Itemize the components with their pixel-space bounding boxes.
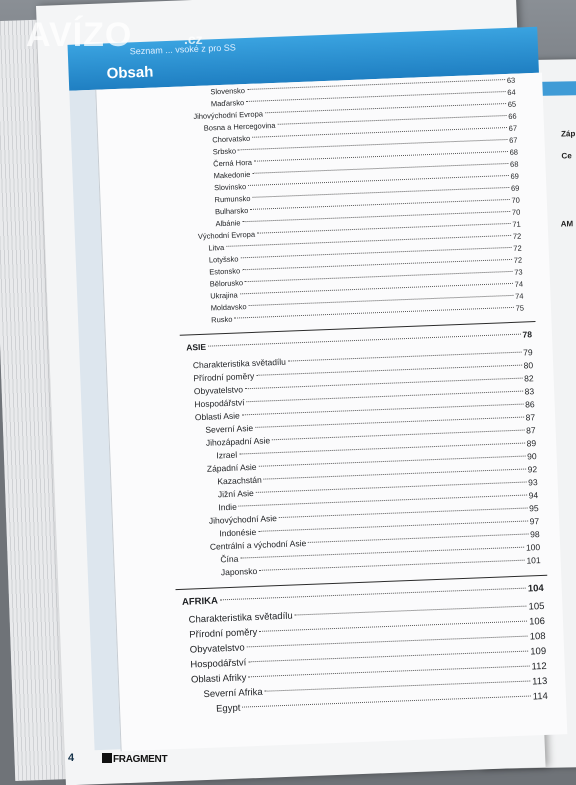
toc-entry-label: Srbsko — [212, 146, 237, 157]
toc-entry-page: 97 — [529, 516, 540, 527]
toc-entry-label: Chorvatsko — [212, 133, 251, 145]
dot-leader — [220, 588, 526, 601]
toc-entry-page: 66 — [508, 111, 517, 121]
watermark-logo: AVÍZO — [26, 16, 133, 54]
toc-entry-page: 73 — [514, 267, 523, 277]
toc-entry-page: 89 — [526, 438, 537, 449]
toc-entry-label: Bělorusko — [209, 278, 244, 289]
publisher-mark-icon — [102, 753, 112, 763]
toc-entry-page: 75 — [515, 303, 525, 313]
dot-leader — [208, 334, 520, 347]
toc-entry-page: 69 — [510, 171, 520, 181]
toc-entry-label: Jihovýchodní Asie — [208, 513, 278, 526]
toc-entry-label: Východní Evropa — [197, 229, 256, 241]
toc-entry-label: Slovinsko — [213, 182, 247, 193]
dot-leader — [248, 651, 528, 663]
toc-entry-page: 70 — [511, 195, 520, 205]
publisher-logo — [102, 753, 167, 765]
toc-entry-label: Indonésie — [219, 526, 257, 539]
toc-entry-page: 105 — [528, 600, 545, 613]
toc-entry-label: Japonsko — [220, 565, 258, 578]
dot-leader — [265, 681, 531, 692]
toc-entry-label: Charakteristika světadílu — [192, 356, 287, 371]
toc-entry-label: Bosna a Hercegovina — [203, 120, 276, 133]
toc-entry-page: 93 — [527, 477, 538, 488]
watermark-suffix: .cz — [184, 31, 203, 47]
dot-leader — [288, 352, 521, 362]
toc-entry-page: 67 — [508, 123, 518, 133]
toc-entry-label: Černá Hora — [213, 157, 253, 169]
toc-entry-page: 80 — [523, 360, 534, 371]
toc-entry-page: 67 — [508, 135, 518, 145]
toc-entry-label: Oblasti Afriky — [190, 672, 247, 686]
toc-entry-page: 63 — [506, 75, 516, 85]
toc-entry-label: Centrální a východní Asie — [209, 538, 307, 552]
toc-entry-label: Severní Asie — [205, 422, 254, 435]
adjacent-page-text: AM — [560, 219, 574, 229]
toc-entry-label: Maďarsko — [210, 98, 245, 109]
toc-entry-label: Obyvatelstvo — [193, 384, 244, 397]
toc-entry-label: Severní Afrika — [203, 686, 263, 701]
toc-entry-label: Rusko — [211, 314, 233, 325]
toc-entry-page: 65 — [507, 99, 517, 109]
toc-entry-page: 92 — [527, 464, 538, 475]
toc-entry-page: 83 — [524, 386, 535, 397]
toc-entry-label: Přírodní poměry — [189, 626, 258, 641]
toc-entry-page: 109 — [530, 645, 547, 658]
toc-entry-page: 113 — [531, 675, 548, 688]
toc-entry-page: 90 — [526, 451, 537, 462]
dot-leader — [248, 666, 529, 678]
toc-entry-label: Indie — [218, 501, 237, 513]
toc-entry-label: Jižní Asie — [217, 488, 254, 500]
dot-leader — [247, 636, 528, 648]
toc-entry-page: 68 — [509, 147, 519, 157]
dot-leader — [279, 508, 527, 519]
toc-entry-page: 71 — [512, 219, 521, 229]
toc-entry-label: Hospodářství — [190, 657, 247, 671]
toc-entry-page: 74 — [514, 291, 524, 301]
toc-entry-label: Albánie — [215, 218, 241, 229]
toc-entry-label: Makedonie — [213, 169, 251, 181]
toc-entry-label: Moldavsko — [210, 302, 247, 313]
toc-entry-label: Obyvatelstvo — [189, 642, 245, 656]
toc-entry-label: ASIE — [186, 341, 207, 353]
toc-entry-label: Přírodní poměry — [193, 370, 255, 384]
toc-entry-page: 87 — [525, 412, 536, 423]
toc-entry-label: Kazachstán — [217, 474, 262, 487]
toc-entry-page: 82 — [523, 373, 534, 384]
toc-entry-label: Čína — [220, 553, 239, 565]
toc-entry-page: 101 — [526, 555, 541, 566]
toc-entry-label: Bulharsko — [214, 206, 249, 217]
toc-entry-label: Slovensko — [210, 86, 246, 97]
toc-entry-page: 87 — [525, 425, 536, 436]
toc-entry-label: Rumunsko — [214, 193, 251, 205]
toc-entry-label: Jihozápadní Asie — [205, 435, 271, 448]
toc-entry-page: 94 — [528, 490, 539, 501]
toc-entry-label: AFRIKA — [181, 595, 219, 608]
toc-entry-page: 95 — [528, 503, 539, 514]
toc-entry-label: Izrael — [216, 449, 238, 461]
toc-entry-page: 108 — [529, 630, 546, 643]
toc-entry-label: Západní Asie — [206, 461, 257, 474]
toc-entry-page: 78 — [522, 329, 533, 340]
toc-entry-label: Litva — [208, 242, 225, 253]
toc-entry-page: 100 — [525, 542, 541, 553]
toc-entry-page: 74 — [514, 279, 524, 289]
toc-entry-page: 98 — [529, 529, 540, 540]
toc-entry-label: Estonsko — [209, 266, 241, 277]
toc-entry-page: 72 — [512, 231, 522, 241]
adjacent-page-text: Ce — [561, 151, 572, 161]
dot-leader — [295, 606, 527, 616]
dot-leader — [272, 430, 524, 441]
dot-leader — [242, 696, 530, 708]
toc-entry-page: 68 — [509, 159, 519, 169]
page-number: 4 — [68, 752, 75, 764]
page-title: Obsah — [106, 63, 154, 83]
toc-entry-page: 72 — [513, 243, 522, 253]
toc-entry-page: 72 — [513, 255, 523, 265]
toc-entry-page: 86 — [524, 399, 535, 410]
adjacent-page-text: Záp — [561, 129, 576, 139]
toc-entry-page: 112 — [531, 660, 547, 673]
toc-entry-label: Egypt — [215, 702, 241, 715]
header-subtitle: Seznam ... vsoké z pro SS — [129, 42, 236, 57]
dot-leader — [259, 560, 524, 571]
dot-leader — [308, 533, 528, 542]
toc-entry-page: 104 — [527, 582, 544, 595]
book-page — [36, 0, 549, 785]
toc-entry-page: 114 — [532, 690, 549, 703]
toc-entry-label: Lotyšsko — [208, 254, 239, 265]
toc-entry-label: Jihovýchodní Evropa — [193, 109, 264, 122]
toc-entry-page: 70 — [511, 207, 521, 217]
toc-entry-label: Charakteristika světadílu — [188, 610, 293, 626]
toc-entry-label: Oblasti Asie — [194, 410, 240, 423]
dot-leader — [264, 469, 526, 480]
dot-leader — [259, 621, 527, 632]
toc-panel — [95, 73, 567, 752]
toc-entry-label: Ukrajina — [210, 290, 238, 301]
toc-entry-page: 79 — [523, 347, 533, 358]
publisher-name: FRAGMENT — [113, 754, 168, 765]
toc-entry-page: 106 — [528, 615, 546, 628]
toc-entry-page: 64 — [507, 87, 516, 97]
toc-entry-label: Hospodářství — [194, 397, 245, 410]
toc-entry-page: 69 — [510, 183, 520, 193]
